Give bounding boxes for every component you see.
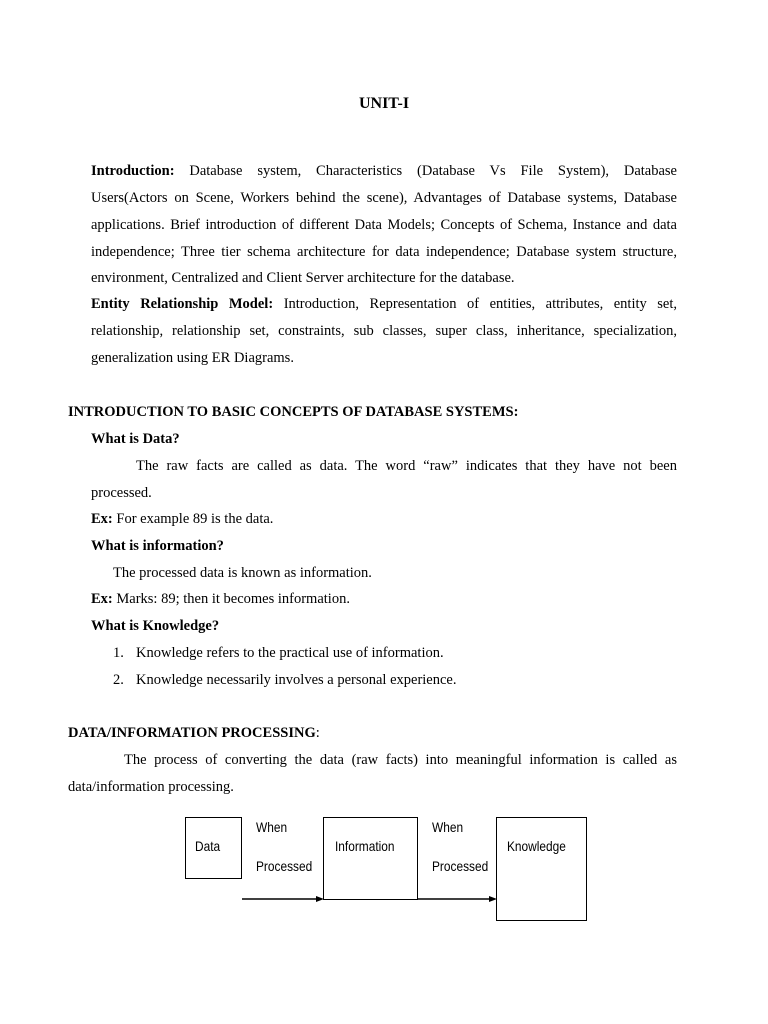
- q-knowledge-text: What is Knowledge?: [91, 618, 220, 634]
- data-definition-line-2: processed.: [91, 485, 152, 501]
- knowledge-box-label: Knowledge: [507, 838, 566, 854]
- processing-line-1: The process of converting the data (raw facts) into meaningful information is called as: [124, 752, 677, 768]
- when-label-1: When: [256, 819, 288, 835]
- intro-line-3: applications. Brief introduction of different Data Models; Concepts of Schema, Instance and data: [91, 217, 677, 233]
- er-text-1: Introduction, Representation of entities, attributes, entity set,: [283, 296, 678, 312]
- data-example-text: For example 89 is the data.: [116, 511, 274, 527]
- intro-line-2: Users(Actors on Scene, Workers behind the scene), Advantages of Database systems, Database: [91, 190, 677, 206]
- er-line-3: generalization using ER Diagrams.: [91, 350, 294, 366]
- list-item-text: Knowledge refers to the practical use of information.: [136, 645, 444, 661]
- intro-text-1: Database system, Characteristics (Database Vs File System), Database: [189, 163, 677, 179]
- page-title: UNIT-I: [358, 95, 410, 112]
- processed-label-2: Processed: [432, 858, 489, 874]
- processed-label-1: Processed: [256, 858, 313, 874]
- when-label-2: When: [432, 819, 464, 835]
- ex-label-2: Ex:: [91, 591, 113, 607]
- data-definition-line-1: The raw facts are called as data. The word “raw” indicates that they have not been: [136, 458, 677, 474]
- list-number: 2.: [113, 672, 124, 688]
- info-definition: The processed data is known as information.: [113, 565, 372, 581]
- arrow-information-to-knowledge: [418, 896, 497, 902]
- data-box-label: Data: [195, 838, 221, 854]
- info-example-text: Marks: 89; then it becomes information.: [116, 591, 350, 607]
- section1-heading-text: INTRODUCTION TO BASIC CONCEPTS OF DATABASE SYSTEMS:: [68, 404, 519, 420]
- list-number: 1.: [113, 645, 124, 661]
- ex-label: Ex:: [91, 511, 113, 527]
- er-line-2: relationship, relationship set, constraints, sub classes, super class, inheritance, specialization,: [91, 323, 677, 339]
- section2-heading-text: DATA/INFORMATION PROCESSING: [68, 725, 316, 741]
- er-label: Entity Relationship Model:: [91, 296, 274, 312]
- information-box-label: Information: [335, 838, 395, 854]
- processing-line-2: data/information processing.: [68, 779, 234, 795]
- q-info-text: What is information?: [91, 538, 224, 554]
- intro-label: Introduction:: [91, 163, 175, 179]
- intro-line-4: independence; Three tier schema architecture for data independence; Database system structure,: [91, 244, 677, 260]
- arrow-data-to-information: [242, 896, 324, 902]
- intro-line-5: environment, Centralized and Client Server architecture for the database.: [91, 270, 515, 286]
- section2-heading-colon: :: [315, 725, 320, 741]
- list-item-text: Knowledge necessarily involves a personal experience.: [136, 672, 457, 688]
- q-data-text: What is Data?: [91, 431, 180, 447]
